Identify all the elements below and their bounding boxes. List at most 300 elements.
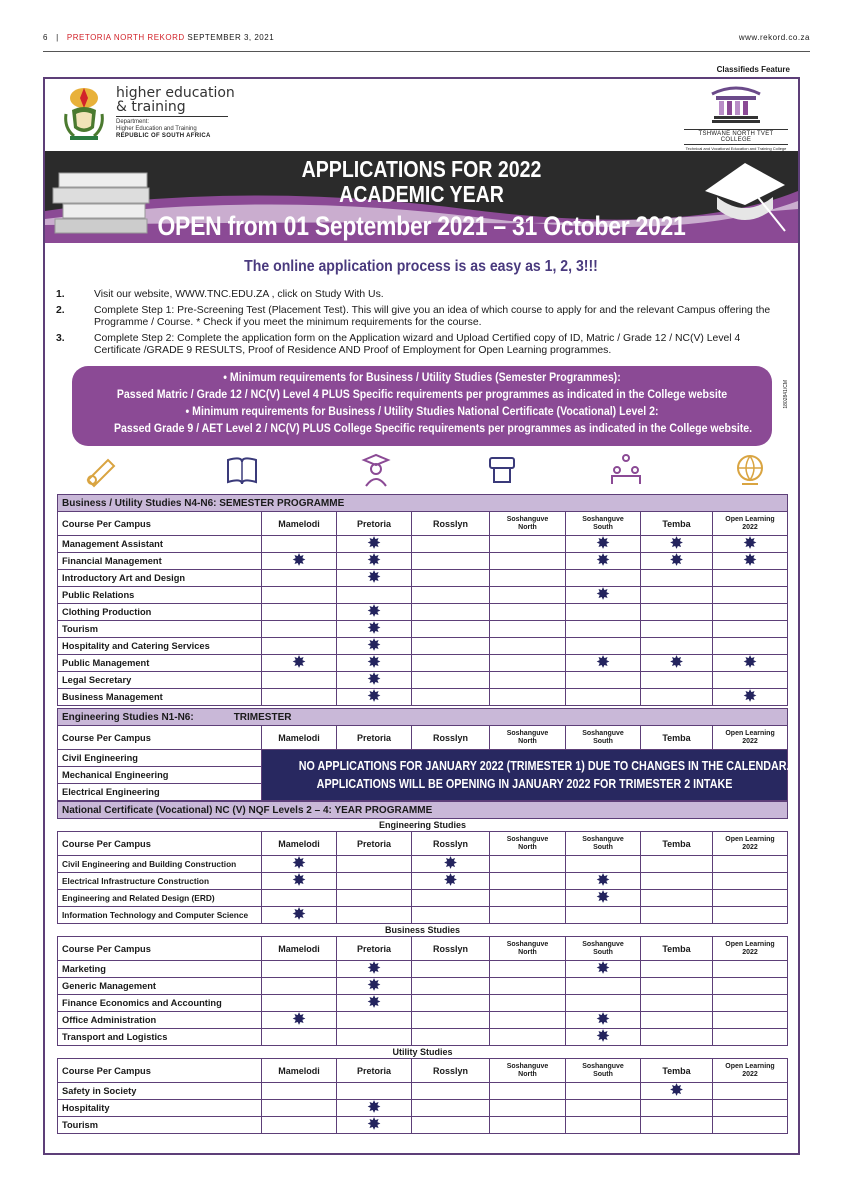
campus-cell bbox=[412, 621, 490, 638]
offered-star-icon: ✸ bbox=[596, 585, 610, 603]
offered-star-icon: ✸ bbox=[596, 551, 610, 569]
campus-cell bbox=[337, 1012, 412, 1029]
icon-row bbox=[56, 452, 786, 492]
step-number: 3. bbox=[56, 332, 65, 344]
offered-star-icon: ✸ bbox=[367, 636, 381, 654]
campus-cell bbox=[262, 1083, 337, 1100]
campus-cell bbox=[412, 873, 490, 890]
col-sosh-north: Soshanguve North bbox=[490, 832, 566, 856]
campus-cell bbox=[490, 1100, 566, 1117]
offered-star-icon: ✸ bbox=[596, 959, 610, 977]
col-pretoria: Pretoria bbox=[337, 1059, 412, 1083]
campus-cell bbox=[566, 873, 641, 890]
table-row bbox=[58, 655, 788, 672]
campus-cell bbox=[641, 570, 713, 587]
dept-small2: Higher Education and Training bbox=[116, 126, 197, 132]
campus-cell bbox=[490, 536, 566, 553]
course-name: Hospitality bbox=[58, 1100, 262, 1117]
ad-code: 1802841/CM bbox=[783, 380, 789, 409]
banner-line1: APPLICATIONS FOR 2022 bbox=[301, 156, 542, 182]
campus-cell bbox=[490, 638, 566, 655]
business-semester-table bbox=[57, 494, 788, 706]
page-header bbox=[43, 33, 810, 45]
campus-cell bbox=[490, 873, 566, 890]
campus-cell bbox=[713, 587, 788, 604]
offered-star-icon: ✸ bbox=[367, 551, 381, 569]
campus-cell bbox=[412, 672, 490, 689]
step-number: 1. bbox=[56, 289, 65, 300]
course-name: Public Management bbox=[58, 655, 262, 672]
section-title: Engineering Studies N1-N6: bbox=[62, 711, 194, 723]
offered-star-icon: ✸ bbox=[367, 976, 381, 994]
col-temba: Temba bbox=[641, 1059, 713, 1083]
trimester-notice bbox=[262, 750, 788, 801]
table-row bbox=[58, 978, 788, 995]
offered-star-icon: ✸ bbox=[292, 871, 306, 889]
graduate-icon bbox=[358, 452, 394, 488]
offered-star-icon: ✸ bbox=[367, 653, 381, 671]
campus-cell bbox=[641, 689, 713, 706]
college-logo bbox=[684, 84, 788, 151]
table-row bbox=[58, 856, 788, 873]
campus-cell bbox=[337, 873, 412, 890]
col-pretoria: Pretoria bbox=[337, 512, 412, 536]
offered-star-icon: ✸ bbox=[367, 602, 381, 620]
offered-star-icon: ✸ bbox=[367, 619, 381, 637]
col-sosh-south: Soshanguve South bbox=[566, 1059, 641, 1083]
campus-cell bbox=[566, 553, 641, 570]
campus-cell bbox=[490, 689, 566, 706]
course-name: Safety in Society bbox=[58, 1083, 262, 1100]
col-temba: Temba bbox=[641, 512, 713, 536]
people-icon bbox=[608, 452, 644, 488]
step-2 bbox=[56, 305, 788, 330]
campus-cell bbox=[262, 995, 337, 1012]
campus-cell bbox=[566, 1100, 641, 1117]
campus-cell bbox=[490, 570, 566, 587]
offered-star-icon: ✸ bbox=[596, 1010, 610, 1028]
coat-of-arms-icon bbox=[62, 84, 106, 142]
offered-star-icon: ✸ bbox=[743, 551, 757, 569]
col-rosslyn: Rosslyn bbox=[412, 726, 490, 750]
col-pretoria: Pretoria bbox=[337, 937, 412, 961]
offered-star-icon: ✸ bbox=[743, 687, 757, 705]
fist-icon bbox=[484, 452, 520, 488]
campus-cell bbox=[713, 890, 788, 907]
col-open: Open Learning 2022 bbox=[713, 937, 788, 961]
campus-cell bbox=[566, 536, 641, 553]
campus-cell bbox=[713, 604, 788, 621]
step-number: 2. bbox=[56, 304, 65, 316]
col-pretoria: Pretoria bbox=[337, 832, 412, 856]
campus-cell bbox=[337, 621, 412, 638]
campus-cell bbox=[337, 961, 412, 978]
offered-star-icon: ✸ bbox=[292, 905, 306, 923]
campus-cell bbox=[641, 638, 713, 655]
col-course: Course Per Campus bbox=[58, 1059, 262, 1083]
col-course: Course Per Campus bbox=[58, 512, 262, 536]
course-name: Management Assistant bbox=[58, 536, 262, 553]
campus-cell bbox=[713, 621, 788, 638]
course-name: Electrical Infrastructure Construction bbox=[58, 873, 262, 890]
course-name: Introductory Art and Design bbox=[58, 570, 262, 587]
col-course: Course Per Campus bbox=[58, 832, 262, 856]
subsection-header bbox=[58, 1046, 788, 1059]
course-name: Information Technology and Computer Science bbox=[58, 907, 262, 924]
col-open: Open Learning 2022 bbox=[713, 512, 788, 536]
col-sosh-south: Soshanguve South bbox=[566, 512, 641, 536]
dept-logo bbox=[62, 84, 237, 144]
dept-small1: Department: bbox=[116, 119, 150, 125]
campus-cell bbox=[262, 1012, 337, 1029]
course-name: Finance Economics and Accounting bbox=[58, 995, 262, 1012]
campus-cell bbox=[566, 621, 641, 638]
col-temba: Temba bbox=[641, 832, 713, 856]
campus-cell bbox=[641, 873, 713, 890]
campus-cell bbox=[713, 1100, 788, 1117]
offered-star-icon: ✸ bbox=[596, 888, 610, 906]
campus-cell bbox=[713, 978, 788, 995]
campus-cell bbox=[566, 978, 641, 995]
offered-star-icon: ✸ bbox=[367, 568, 381, 586]
subsection-header bbox=[58, 924, 788, 937]
campus-cell bbox=[566, 655, 641, 672]
campus-cell bbox=[490, 1083, 566, 1100]
header-rule bbox=[43, 51, 810, 52]
campus-cell bbox=[641, 1029, 713, 1046]
campus-cell bbox=[412, 689, 490, 706]
campus-cell bbox=[412, 961, 490, 978]
campus-cell bbox=[566, 587, 641, 604]
subsection-title: Engineering Studies bbox=[58, 819, 788, 832]
course-name: Business Management bbox=[58, 689, 262, 706]
campus-cell bbox=[262, 621, 337, 638]
campus-cell bbox=[412, 995, 490, 1012]
campus-cell bbox=[566, 638, 641, 655]
campus-cell bbox=[566, 689, 641, 706]
campus-cell bbox=[713, 689, 788, 706]
campus-cell bbox=[713, 907, 788, 924]
campus-cell bbox=[262, 978, 337, 995]
dept-title-line2: & training bbox=[116, 99, 186, 115]
step-text: Complete Step 2: Complete the application form on the Application wizard and Upload Certified copy of ID, Matric / Grade 12 / NC(V) Level 4 Certificate /GRADE 9 RESULTS, Proof of Residence AND Proof of Employment for Open Learning programmes. bbox=[94, 332, 741, 356]
offered-star-icon: ✸ bbox=[596, 871, 610, 889]
table-row bbox=[58, 890, 788, 907]
step-text: Visit our website, WWW.TNC.EDU.ZA , click on Study With Us. bbox=[94, 289, 384, 300]
col-sosh-north: Soshanguve North bbox=[490, 937, 566, 961]
subsection-title: Utility Studies bbox=[58, 1046, 788, 1059]
campus-cell bbox=[641, 536, 713, 553]
req-line3: • Minimum requirements for Business / Utility Studies National Certificate (Vocational) Level 2: bbox=[185, 404, 659, 418]
table-row bbox=[58, 1029, 788, 1046]
offered-star-icon: ✸ bbox=[367, 1115, 381, 1133]
campus-cell bbox=[641, 1117, 713, 1134]
course-name: Electrical Engineering bbox=[58, 784, 262, 801]
offered-star-icon: ✸ bbox=[367, 959, 381, 977]
campus-cell bbox=[262, 672, 337, 689]
column-header-row bbox=[58, 937, 788, 961]
campus-cell bbox=[262, 655, 337, 672]
campus-cell bbox=[641, 961, 713, 978]
column-header-row bbox=[58, 512, 788, 536]
col-rosslyn: Rosslyn bbox=[412, 832, 490, 856]
col-mamelodi: Mamelodi bbox=[262, 937, 337, 961]
campus-cell bbox=[641, 856, 713, 873]
campus-cell bbox=[566, 995, 641, 1012]
req-line1: • Minimum requirements for Business / Utility Studies (Semester Programmes): bbox=[223, 370, 621, 384]
campus-cell bbox=[412, 553, 490, 570]
col-mamelodi: Mamelodi bbox=[262, 512, 337, 536]
table-row bbox=[58, 672, 788, 689]
campus-cell bbox=[412, 587, 490, 604]
campus-cell bbox=[262, 553, 337, 570]
course-name: Tourism bbox=[58, 1117, 262, 1134]
campus-cell bbox=[412, 1117, 490, 1134]
campus-cell bbox=[490, 587, 566, 604]
campus-cell bbox=[713, 638, 788, 655]
course-name: Office Administration bbox=[58, 1012, 262, 1029]
campus-cell bbox=[262, 604, 337, 621]
campus-cell bbox=[641, 553, 713, 570]
header-separator: | bbox=[56, 33, 59, 42]
campus-cell bbox=[412, 1083, 490, 1100]
campus-cell bbox=[412, 1100, 490, 1117]
page-number: 6 bbox=[43, 33, 48, 42]
campus-cell bbox=[262, 856, 337, 873]
dept-divider bbox=[116, 116, 228, 117]
campus-cell bbox=[490, 621, 566, 638]
offered-star-icon: ✸ bbox=[292, 854, 306, 872]
table-row bbox=[58, 907, 788, 924]
campus-cell bbox=[262, 1117, 337, 1134]
section-header bbox=[58, 495, 788, 512]
col-pretoria: Pretoria bbox=[337, 726, 412, 750]
col-sosh-south: Soshanguve South bbox=[566, 832, 641, 856]
campus-cell bbox=[713, 995, 788, 1012]
campus-cell bbox=[641, 907, 713, 924]
campus-cell bbox=[337, 1100, 412, 1117]
section-header bbox=[58, 802, 788, 819]
campus-cell bbox=[337, 1117, 412, 1134]
campus-cell bbox=[713, 1012, 788, 1029]
website-link[interactable]: www.rekord.co.za bbox=[738, 33, 810, 42]
campus-cell bbox=[262, 873, 337, 890]
issue-date: SEPTEMBER 3, 2021 bbox=[187, 33, 275, 42]
section-title: National Certificate (Vocational) NC (V) NQF Levels 2 – 4: YEAR PROGRAMME bbox=[58, 802, 788, 819]
table-row bbox=[58, 638, 788, 655]
campus-cell bbox=[641, 978, 713, 995]
offered-star-icon: ✸ bbox=[367, 534, 381, 552]
campus-cell bbox=[713, 672, 788, 689]
campus-cell bbox=[566, 1012, 641, 1029]
column-header-row bbox=[58, 726, 788, 750]
subsection-header bbox=[58, 819, 788, 832]
campus-cell bbox=[713, 873, 788, 890]
col-open: Open Learning 2022 bbox=[713, 726, 788, 750]
offered-star-icon: ✸ bbox=[670, 534, 683, 552]
course-name: Hospitality and Catering Services bbox=[58, 638, 262, 655]
course-name: Clothing Production bbox=[58, 604, 262, 621]
campus-cell bbox=[337, 655, 412, 672]
college-sub: Technical and Vocational Education and Training College bbox=[685, 146, 787, 151]
campus-cell bbox=[641, 587, 713, 604]
table-row bbox=[58, 621, 788, 638]
campus-cell bbox=[412, 604, 490, 621]
course-name: Engineering and Related Design (ERD) bbox=[58, 890, 262, 907]
col-course: Course Per Campus bbox=[58, 937, 262, 961]
campus-cell bbox=[262, 1100, 337, 1117]
college-building-icon bbox=[708, 84, 764, 124]
table-row bbox=[58, 536, 788, 553]
offered-star-icon: ✸ bbox=[367, 993, 381, 1011]
campus-cell bbox=[337, 604, 412, 621]
campus-cell bbox=[412, 570, 490, 587]
campus-cell bbox=[262, 689, 337, 706]
campus-cell bbox=[566, 907, 641, 924]
course-name: Legal Secretary bbox=[58, 672, 262, 689]
campus-cell bbox=[490, 1012, 566, 1029]
campus-cell bbox=[713, 570, 788, 587]
table-row bbox=[58, 961, 788, 978]
notice-line2: APPLICATIONS WILL BE OPENING IN JANUARY 2022 FOR TRIMESTER 2 INTAKE bbox=[316, 777, 733, 791]
campus-cell bbox=[412, 978, 490, 995]
offered-star-icon: ✸ bbox=[292, 1010, 306, 1028]
offered-star-icon: ✸ bbox=[596, 653, 610, 671]
req-line2: Passed Matric / Grade 12 / NC(V) Level 4 PLUS Specific requirements per programmes as indicated in the College website bbox=[116, 387, 728, 401]
campus-cell bbox=[490, 1029, 566, 1046]
campus-cell bbox=[262, 587, 337, 604]
campus-cell bbox=[490, 672, 566, 689]
requirements-box bbox=[72, 366, 772, 446]
table-row bbox=[58, 873, 788, 890]
campus-cell bbox=[262, 638, 337, 655]
course-name: Mechanical Engineering bbox=[58, 767, 262, 784]
campus-cell bbox=[713, 655, 788, 672]
ncv-year-table bbox=[57, 801, 788, 1134]
campus-cell bbox=[412, 1012, 490, 1029]
campus-cell bbox=[490, 890, 566, 907]
table-row bbox=[58, 1083, 788, 1100]
table-row bbox=[58, 604, 788, 621]
section-title-suffix: TRIMESTER bbox=[233, 711, 292, 723]
col-open: Open Learning 2022 bbox=[713, 832, 788, 856]
campus-cell bbox=[412, 856, 490, 873]
course-name: Generic Management bbox=[58, 978, 262, 995]
col-mamelodi: Mamelodi bbox=[262, 726, 337, 750]
campus-cell bbox=[641, 672, 713, 689]
step-text: Complete Step 1: Pre-Screening Test (Placement Test). This will give you an idea of which course to apply for and the relevant Campus offering the Programme / Course. * Check if you meet the minimum requirements for the course. bbox=[94, 304, 771, 328]
campus-cell bbox=[490, 1117, 566, 1134]
campus-cell bbox=[713, 553, 788, 570]
feature-label: Classifieds Feature bbox=[716, 65, 790, 74]
col-mamelodi: Mamelodi bbox=[262, 1059, 337, 1083]
campus-cell bbox=[566, 1083, 641, 1100]
col-open: Open Learning 2022 bbox=[713, 1059, 788, 1083]
campus-cell bbox=[490, 978, 566, 995]
offered-star-icon: ✸ bbox=[596, 534, 610, 552]
table-row bbox=[58, 750, 788, 767]
campus-cell bbox=[566, 890, 641, 907]
campus-cell bbox=[262, 961, 337, 978]
campus-cell bbox=[713, 1083, 788, 1100]
table-row bbox=[58, 570, 788, 587]
campus-cell bbox=[337, 856, 412, 873]
campus-cell bbox=[566, 1117, 641, 1134]
campus-cell bbox=[412, 890, 490, 907]
campus-cell bbox=[412, 638, 490, 655]
campus-cell bbox=[412, 655, 490, 672]
campus-cell bbox=[566, 961, 641, 978]
campus-cell bbox=[490, 961, 566, 978]
campus-cell bbox=[337, 995, 412, 1012]
campus-cell bbox=[490, 907, 566, 924]
col-sosh-south: Soshanguve South bbox=[566, 937, 641, 961]
campus-cell bbox=[641, 1083, 713, 1100]
campus-cell bbox=[713, 536, 788, 553]
campus-cell bbox=[337, 553, 412, 570]
col-sosh-north: Soshanguve North bbox=[490, 726, 566, 750]
campus-cell bbox=[337, 672, 412, 689]
dept-country: REPUBLIC OF SOUTH AFRICA bbox=[116, 133, 211, 139]
headline-banner bbox=[45, 151, 798, 243]
offered-star-icon: ✸ bbox=[670, 653, 683, 671]
campus-cell bbox=[490, 553, 566, 570]
campus-cell bbox=[337, 907, 412, 924]
campus-cell bbox=[337, 1029, 412, 1046]
campus-cell bbox=[641, 1100, 713, 1117]
campus-cell bbox=[262, 907, 337, 924]
campus-cell bbox=[262, 536, 337, 553]
table-row bbox=[58, 553, 788, 570]
dept-title-line1: higher education bbox=[116, 85, 235, 101]
banner-open-dates: OPEN from 01 September 2021 – 31 October 2021 bbox=[157, 211, 686, 241]
column-header-row bbox=[58, 832, 788, 856]
campus-cell bbox=[566, 604, 641, 621]
course-name: Civil Engineering bbox=[58, 750, 262, 767]
campus-cell bbox=[337, 890, 412, 907]
campus-cell bbox=[337, 978, 412, 995]
campus-cell bbox=[490, 995, 566, 1012]
col-sosh-south: Soshanguve South bbox=[566, 726, 641, 750]
campus-cell bbox=[337, 1083, 412, 1100]
campus-cell bbox=[337, 570, 412, 587]
step-1 bbox=[56, 289, 788, 302]
diploma-icon bbox=[82, 452, 118, 488]
offered-star-icon: ✸ bbox=[367, 670, 381, 688]
subsection-title: Business Studies bbox=[58, 924, 788, 937]
req-line4: Passed Grade 9 / AET Level 2 / NC(V) PLUS College Specific requirements per programmes as indicated in the College website. bbox=[114, 421, 753, 435]
campus-cell bbox=[641, 655, 713, 672]
campus-cell bbox=[641, 1012, 713, 1029]
campus-cell bbox=[566, 672, 641, 689]
campus-cell bbox=[566, 570, 641, 587]
globe-icon bbox=[732, 452, 768, 488]
campus-cell bbox=[262, 890, 337, 907]
campus-cell bbox=[566, 1029, 641, 1046]
offered-star-icon: ✸ bbox=[367, 687, 381, 705]
engineering-trimester-table bbox=[57, 708, 788, 801]
campus-cell bbox=[337, 689, 412, 706]
campus-cell bbox=[641, 621, 713, 638]
campus-cell bbox=[566, 856, 641, 873]
campus-cell bbox=[262, 1029, 337, 1046]
campus-cell bbox=[412, 1029, 490, 1046]
campus-cell bbox=[337, 638, 412, 655]
campus-cell bbox=[641, 604, 713, 621]
col-rosslyn: Rosslyn bbox=[412, 1059, 490, 1083]
offered-star-icon: ✸ bbox=[596, 1027, 610, 1045]
col-sosh-north: Soshanguve North bbox=[490, 1059, 566, 1083]
